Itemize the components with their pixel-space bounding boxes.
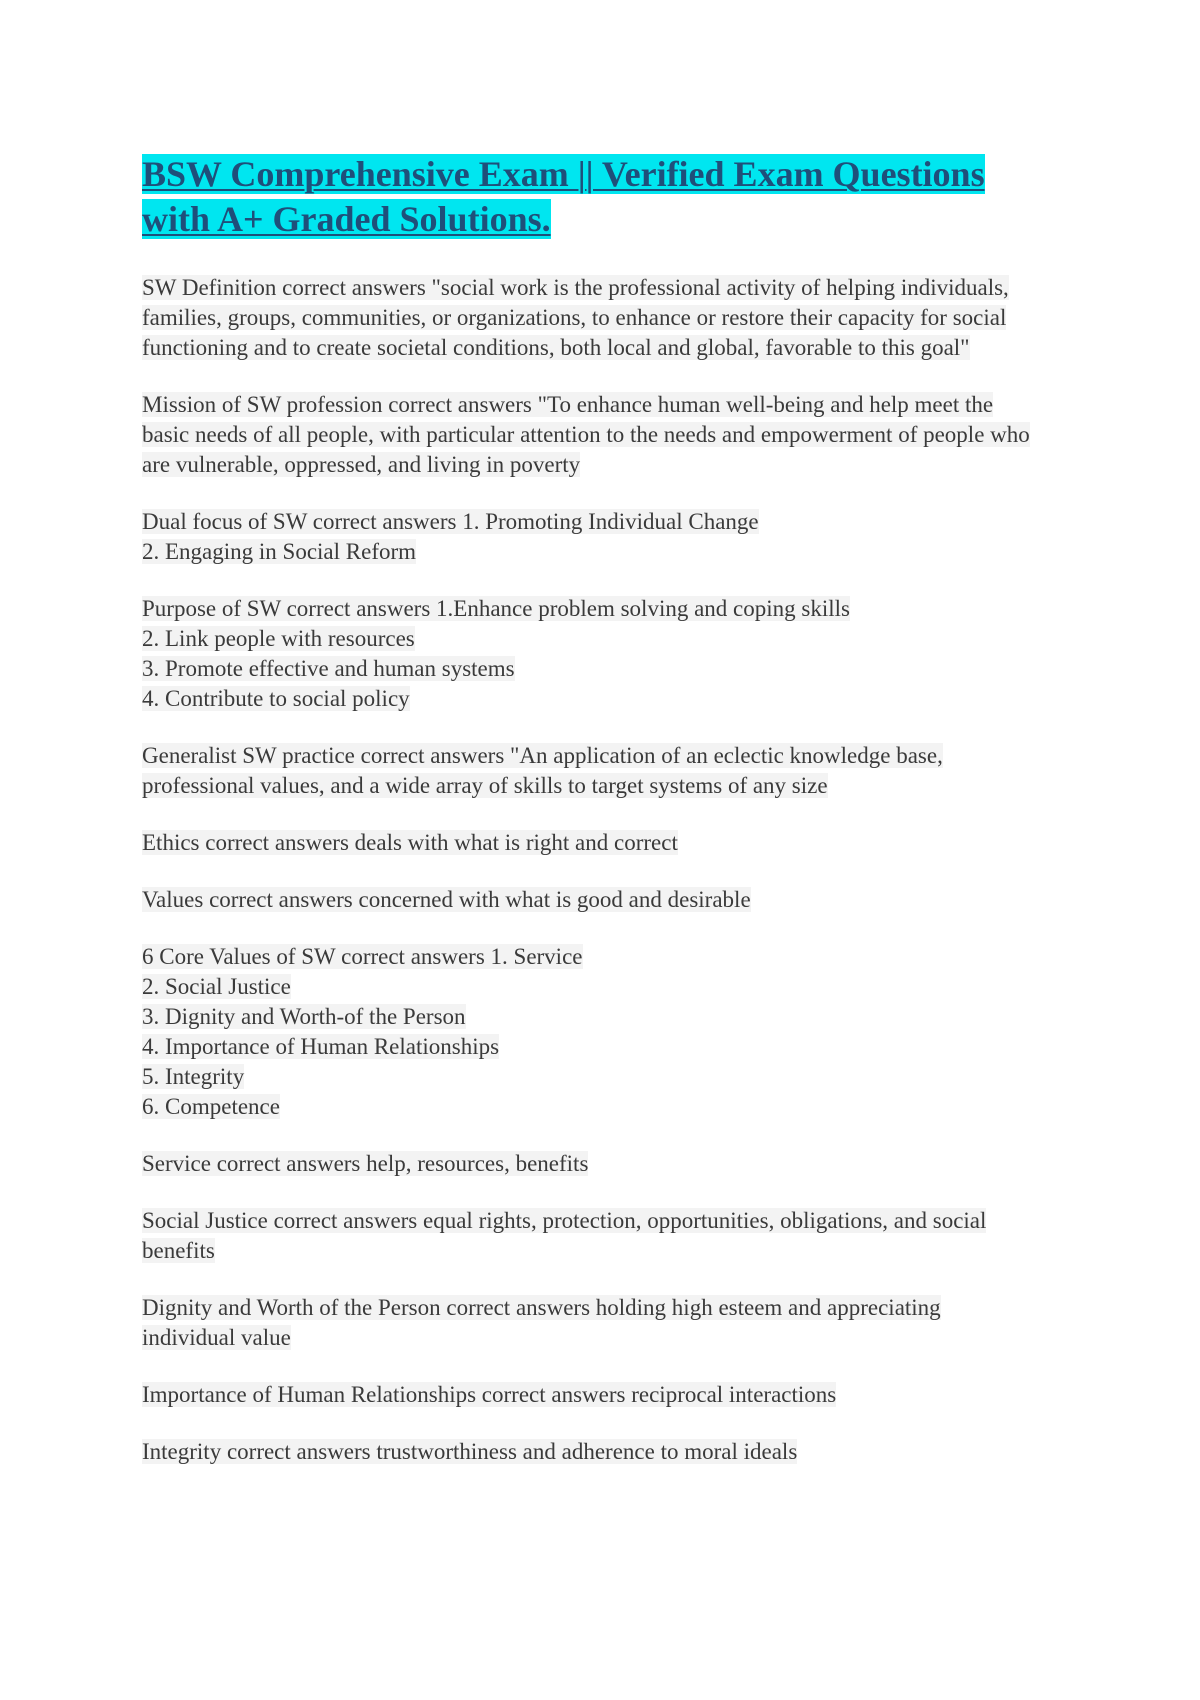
qa-entry-line	[142, 1032, 1067, 1062]
qa-entry-line	[142, 420, 1067, 450]
qa-entry-line-text: 5. Integrity	[142, 1064, 245, 1089]
qa-entry-line-text: Purpose of SW correct answers 1.Enhance problem solving and coping skills	[142, 596, 850, 621]
qa-entry-line-text: Values correct answers concerned with what is good and desirable	[142, 887, 751, 912]
qa-entry-line-text: Mission of SW profession correct answers "To enhance human well-being and help meet the	[142, 392, 994, 417]
qa-entry	[142, 273, 1067, 363]
qa-entry-line-text: 4. Importance of Human Relationships	[142, 1034, 500, 1059]
qa-entry-line-text: Importance of Human Relationships correct answers reciprocal interactions	[142, 1382, 837, 1407]
qa-entry-line	[142, 684, 1067, 714]
qa-entry-line-text: basic needs of all people, with particular attention to the needs and empowerment of people who	[142, 422, 1030, 447]
qa-entry	[142, 1293, 1067, 1353]
qa-entry-line-text: individual value	[142, 1325, 291, 1350]
qa-entry-line-text: 6 Core Values of SW correct answers 1. Service	[142, 944, 583, 969]
qa-entry	[142, 942, 1067, 1122]
qa-entry-line	[142, 273, 1067, 303]
qa-entry-line-text: functioning and to create societal conditions, both local and global, favorable to this goal"	[142, 335, 970, 360]
qa-entry-line-text: SW Definition correct answers "social work is the professional activity of helping individuals,	[142, 275, 1009, 300]
qa-entry-line	[142, 1206, 1067, 1236]
qa-entry-line	[142, 390, 1067, 420]
qa-entry-line	[142, 741, 1067, 771]
qa-entry	[142, 507, 1067, 567]
qa-entry-line-text: 3. Promote effective and human systems	[142, 656, 515, 681]
qa-entry-line-text: 2. Social Justice	[142, 974, 291, 999]
qa-entry-line	[142, 1002, 1067, 1032]
document-title	[142, 152, 1042, 242]
qa-entry-line	[142, 972, 1067, 1002]
qa-entry	[142, 885, 1067, 915]
qa-entry-line-text: 6. Competence	[142, 1094, 280, 1119]
qa-entry-line-text: professional values, and a wide array of skills to target systems of any size	[142, 773, 828, 798]
qa-entry	[142, 741, 1067, 801]
qa-entry	[142, 594, 1067, 714]
qa-entry-line-text: 4. Contribute to social policy	[142, 686, 410, 711]
qa-entry	[142, 828, 1067, 858]
qa-entry-line-text: families, groups, communities, or organizations, to enhance or restore their capacity for social	[142, 305, 1007, 330]
qa-entry-line-text: Social Justice correct answers equal rights, protection, opportunities, obligations, and social	[142, 1208, 987, 1233]
qa-entry	[142, 1206, 1067, 1266]
qa-entry-line	[142, 507, 1067, 537]
document-title-text: BSW Comprehensive Exam || Verified Exam Questions with A+ Graded Solutions.	[142, 154, 985, 239]
qa-entry-line-text: Generalist SW practice correct answers "An application of an eclectic knowledge base,	[142, 743, 943, 768]
qa-entry-line	[142, 333, 1067, 363]
qa-entry	[142, 1380, 1067, 1410]
qa-entry-line-text: 3. Dignity and Worth-of the Person	[142, 1004, 466, 1029]
qa-entry-line	[142, 1293, 1067, 1323]
qa-entry-line	[142, 1437, 1067, 1467]
qa-entry-line	[142, 942, 1067, 972]
qa-entry-line	[142, 624, 1067, 654]
qa-entry-line	[142, 1236, 1067, 1266]
qa-entry	[142, 1149, 1067, 1179]
qa-entry-line-text: Dual focus of SW correct answers 1. Promoting Individual Change	[142, 509, 759, 534]
qa-entry-line-text: Service correct answers help, resources, benefits	[142, 1151, 589, 1176]
qa-entry-line	[142, 1092, 1067, 1122]
qa-entry-line-text: Dignity and Worth of the Person correct answers holding high esteem and appreciating	[142, 1295, 941, 1320]
qa-entry-line-text: Ethics correct answers deals with what is right and correct	[142, 830, 678, 855]
qa-entry-line	[142, 828, 1067, 858]
qa-entry-line	[142, 1323, 1067, 1353]
qa-entry-line	[142, 1380, 1067, 1410]
qa-entry-line	[142, 771, 1067, 801]
qa-entry-line	[142, 537, 1067, 567]
qa-entry-line	[142, 594, 1067, 624]
qa-entry-line-text: 2. Engaging in Social Reform	[142, 539, 417, 564]
qa-entry-line-text: Integrity correct answers trustworthiness and adherence to moral ideals	[142, 1439, 798, 1464]
qa-entry-line	[142, 885, 1067, 915]
qa-entry-line	[142, 1149, 1067, 1179]
qa-entry-line-text: are vulnerable, oppressed, and living in poverty	[142, 452, 581, 477]
document-body	[142, 273, 1067, 1494]
qa-entry-line-text: benefits	[142, 1238, 215, 1263]
qa-entry-line	[142, 450, 1067, 480]
qa-entry-line	[142, 654, 1067, 684]
qa-entry	[142, 390, 1067, 480]
qa-entry	[142, 1437, 1067, 1467]
qa-entry-line	[142, 1062, 1067, 1092]
qa-entry-line	[142, 303, 1067, 333]
qa-entry-line-text: 2. Link people with resources	[142, 626, 415, 651]
